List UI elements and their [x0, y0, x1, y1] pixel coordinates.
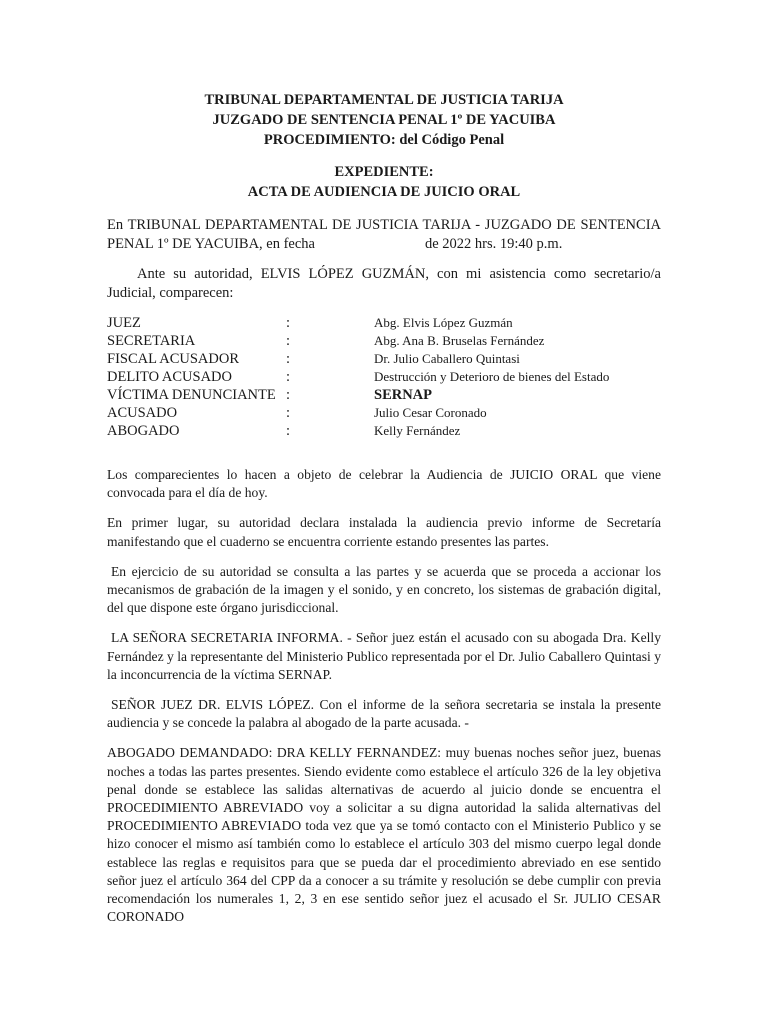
participant-colon: : — [286, 423, 291, 439]
body-paragraph: LA SEÑORA SECRETARIA INFORMA. - Señor juez están el acusado con su abogada Dra. Kelly Fernández y la representante del Ministerio Publico representada por el Dr. Julio Caballero Quintasi y la inconcurrencia de la víctima SERNAP. — [107, 630, 661, 682]
participants-list — [107, 314, 661, 440]
intro-paragraph — [107, 216, 661, 253]
participant-role: VÍCTIMA DENUNCIANTE — [107, 387, 276, 403]
participant-row — [107, 404, 661, 422]
expediente-label: EXPEDIENTE: — [334, 164, 434, 180]
intro-text: En TRIBUNAL DEPARTAMENTAL DE JUSTICIA TARIJA - JUZGADO DE SENTENCIA PENAL 1º DE YACUIBA, en fecha — [107, 217, 661, 252]
participant-name: Dr. Julio Caballero Quintasi — [374, 351, 520, 366]
participant-role: ABOGADO — [107, 423, 180, 439]
participant-row — [107, 386, 661, 404]
participant-row — [107, 422, 661, 440]
participant-name: Destrucción y Deterioro de bienes del Estado — [374, 369, 610, 384]
participant-role: JUEZ — [107, 315, 141, 331]
participant-colon: : — [286, 369, 291, 385]
participant-role: FISCAL ACUSADOR — [107, 351, 240, 367]
participant-row — [107, 332, 661, 350]
participant-colon: : — [286, 315, 291, 331]
document-title — [107, 162, 661, 202]
participant-colon: : — [286, 387, 291, 403]
court-name: TRIBUNAL DEPARTAMENTAL DE JUSTICIA TARIJA — [204, 92, 564, 108]
body-paragraph: En primer lugar, su autoridad declara instalada la audiencia previo informe de Secretaría manifestando que el cuaderno se encuentra corriente estando presentes las partes. — [107, 515, 661, 549]
body-paragraph: En ejercicio de su autoridad se consulta a las partes y se acuerda que se proceda a accionar los mecanismos de grabación de la imagen y el sonido, y en concreto, los sistemas de grabación digital, del que dispone este órgano jurisdiccional. — [107, 563, 661, 616]
participant-name: Kelly Fernández — [374, 423, 461, 438]
participant-colon: : — [286, 351, 291, 367]
procedure-line: PROCEDIMIENTO: del Código Penal — [263, 132, 505, 148]
participant-role: ACUSADO — [107, 405, 178, 421]
acta-title: ACTA DE AUDIENCIA DE JUICIO ORAL — [247, 184, 521, 200]
participant-row — [107, 350, 661, 368]
participant-colon: : — [286, 333, 291, 349]
body-paragraph: ABOGADO DEMANDADO: DRA KELLY FERNANDEZ: muy buenas noches señor juez, buenas noches a todas las partes presentes. Siendo evidente como establece el artículo 326 de la ley objetiva penal donde se establece las salidas alternativas de acuerdo al juicio donde se encuentra el PROCEDIMIENTO ABREVIADO voy a solicitar a su digna autoridad la salida alternativas del PROCEDIMIENTO ABREVIADO toda vez que ya se tomó contacto con el Ministerio Publico y se hizo conocer el mismo así también como lo establece el artículo 303 del mismo cuerpo legal donde establece las reglas e requisitos para que se pueda dar el procedimiento abreviado en ese sentido señor juez el artículo 364 del CPP da a conocer a su trámite y resolución se debe cumplir con previa recomendación los numerales 1, 2, 3 en ese sentido señor juez el acusado el Sr. JULIO CESAR CORONADO — [107, 745, 661, 925]
participant-name: Abg. Elvis López Guzmán — [374, 315, 513, 330]
participant-name: Abg. Ana B. Bruselas Fernández — [374, 333, 545, 348]
court-division: JUZGADO DE SENTENCIA PENAL 1º DE YACUIBA — [212, 112, 556, 128]
court-header — [107, 90, 661, 150]
body-paragraph: Los comparecientes lo hacen a objeto de celebrar la Audiencia de JUICIO ORAL que viene convocada para el día de hoy. — [107, 467, 661, 501]
participant-name: Julio Cesar Coronado — [374, 405, 487, 420]
body-paragraph: SEÑOR JUEZ DR. ELVIS LÓPEZ. Con el informe de la señora secretaria se instala la presente audiencia y se concede la palabra al abogado de la parte acusada. - — [107, 697, 661, 731]
participant-row — [107, 368, 661, 386]
intro-time: de 2022 hrs. 19:40 p.m. — [425, 235, 563, 252]
participant-role: DELITO ACUSADO — [107, 369, 232, 385]
appearance-paragraph: Ante su autoridad, ELVIS LÓPEZ GUZMÁN, con mi asistencia como secretario/a Judicial, comparecen: — [107, 266, 661, 301]
participant-role: SECRETARIA — [107, 333, 196, 349]
participant-name: SERNAP — [374, 387, 433, 403]
document-page — [107, 90, 661, 938]
participant-colon: : — [286, 405, 291, 421]
participant-row — [107, 314, 661, 332]
